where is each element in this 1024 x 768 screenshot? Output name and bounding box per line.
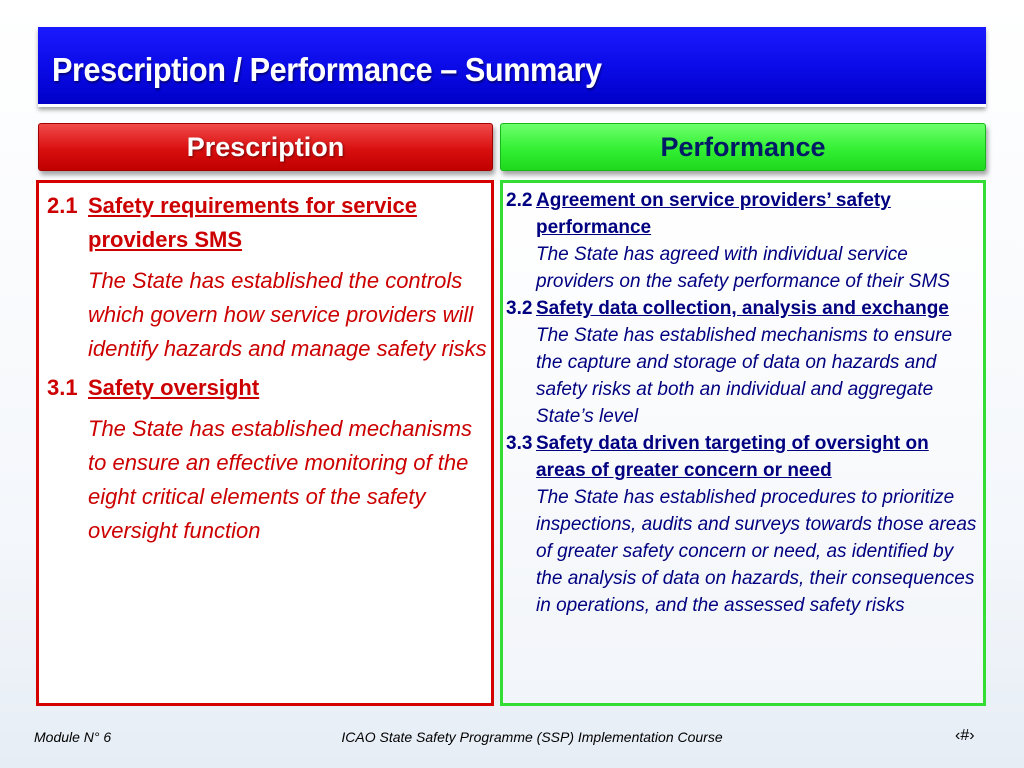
- slide-title: Prescription / Performance – Summary: [52, 51, 602, 88]
- item-number: 2.1: [47, 193, 78, 218]
- item-description: The State has established procedures to prioritize inspections, audits and surveys towards those areas of greater safety concern or need, as identified by the analysis of data on hazards, their consequences in operations, and the assessed safety risks: [536, 487, 977, 616]
- item-heading: Safety data collection, analysis and exchange: [536, 298, 949, 319]
- prescription-item: [39, 189, 491, 366]
- performance-item: [503, 187, 983, 295]
- item-description: The State has agreed with individual service providers on the safety performance of their SMS: [536, 244, 950, 292]
- item-number: 3.1: [47, 375, 78, 400]
- item-description: The State has established mechanisms to ensure the capture and storage of data on hazards and safety risks at both an individual and aggregate State’s level: [536, 325, 953, 427]
- footer-page-number: ‹#›: [955, 727, 975, 744]
- item-description: The State has established the controls which govern how service providers will identify hazards and manage safety risks: [88, 268, 487, 361]
- title-bar: [38, 27, 986, 107]
- prescription-header: Prescription: [38, 123, 493, 171]
- performance-item: [503, 295, 983, 430]
- item-heading: Agreement on service providers’ safety performance: [536, 190, 891, 238]
- item-number: 3.2: [506, 298, 533, 319]
- item-number: 2.2: [506, 190, 533, 211]
- footer-course: ICAO State Safety Programme (SSP) Implementation Course: [341, 729, 723, 745]
- item-heading: Safety oversight: [88, 375, 260, 400]
- item-heading: Safety data driven targeting of oversight on areas of greater concern or need: [536, 433, 929, 481]
- performance-header: Performance: [500, 123, 986, 171]
- item-number: 3.3: [506, 433, 533, 454]
- prescription-item: [39, 371, 491, 548]
- footer-module: Module N° 6: [34, 729, 112, 745]
- item-heading: Safety requirements for service providers SMS: [88, 193, 417, 252]
- performance-item: [503, 430, 983, 619]
- performance-panel: [500, 180, 986, 706]
- item-description: The State has established mechanisms to ensure an effective monitoring of the eight critical elements of the safety oversight function: [88, 416, 472, 543]
- prescription-panel: [36, 180, 494, 706]
